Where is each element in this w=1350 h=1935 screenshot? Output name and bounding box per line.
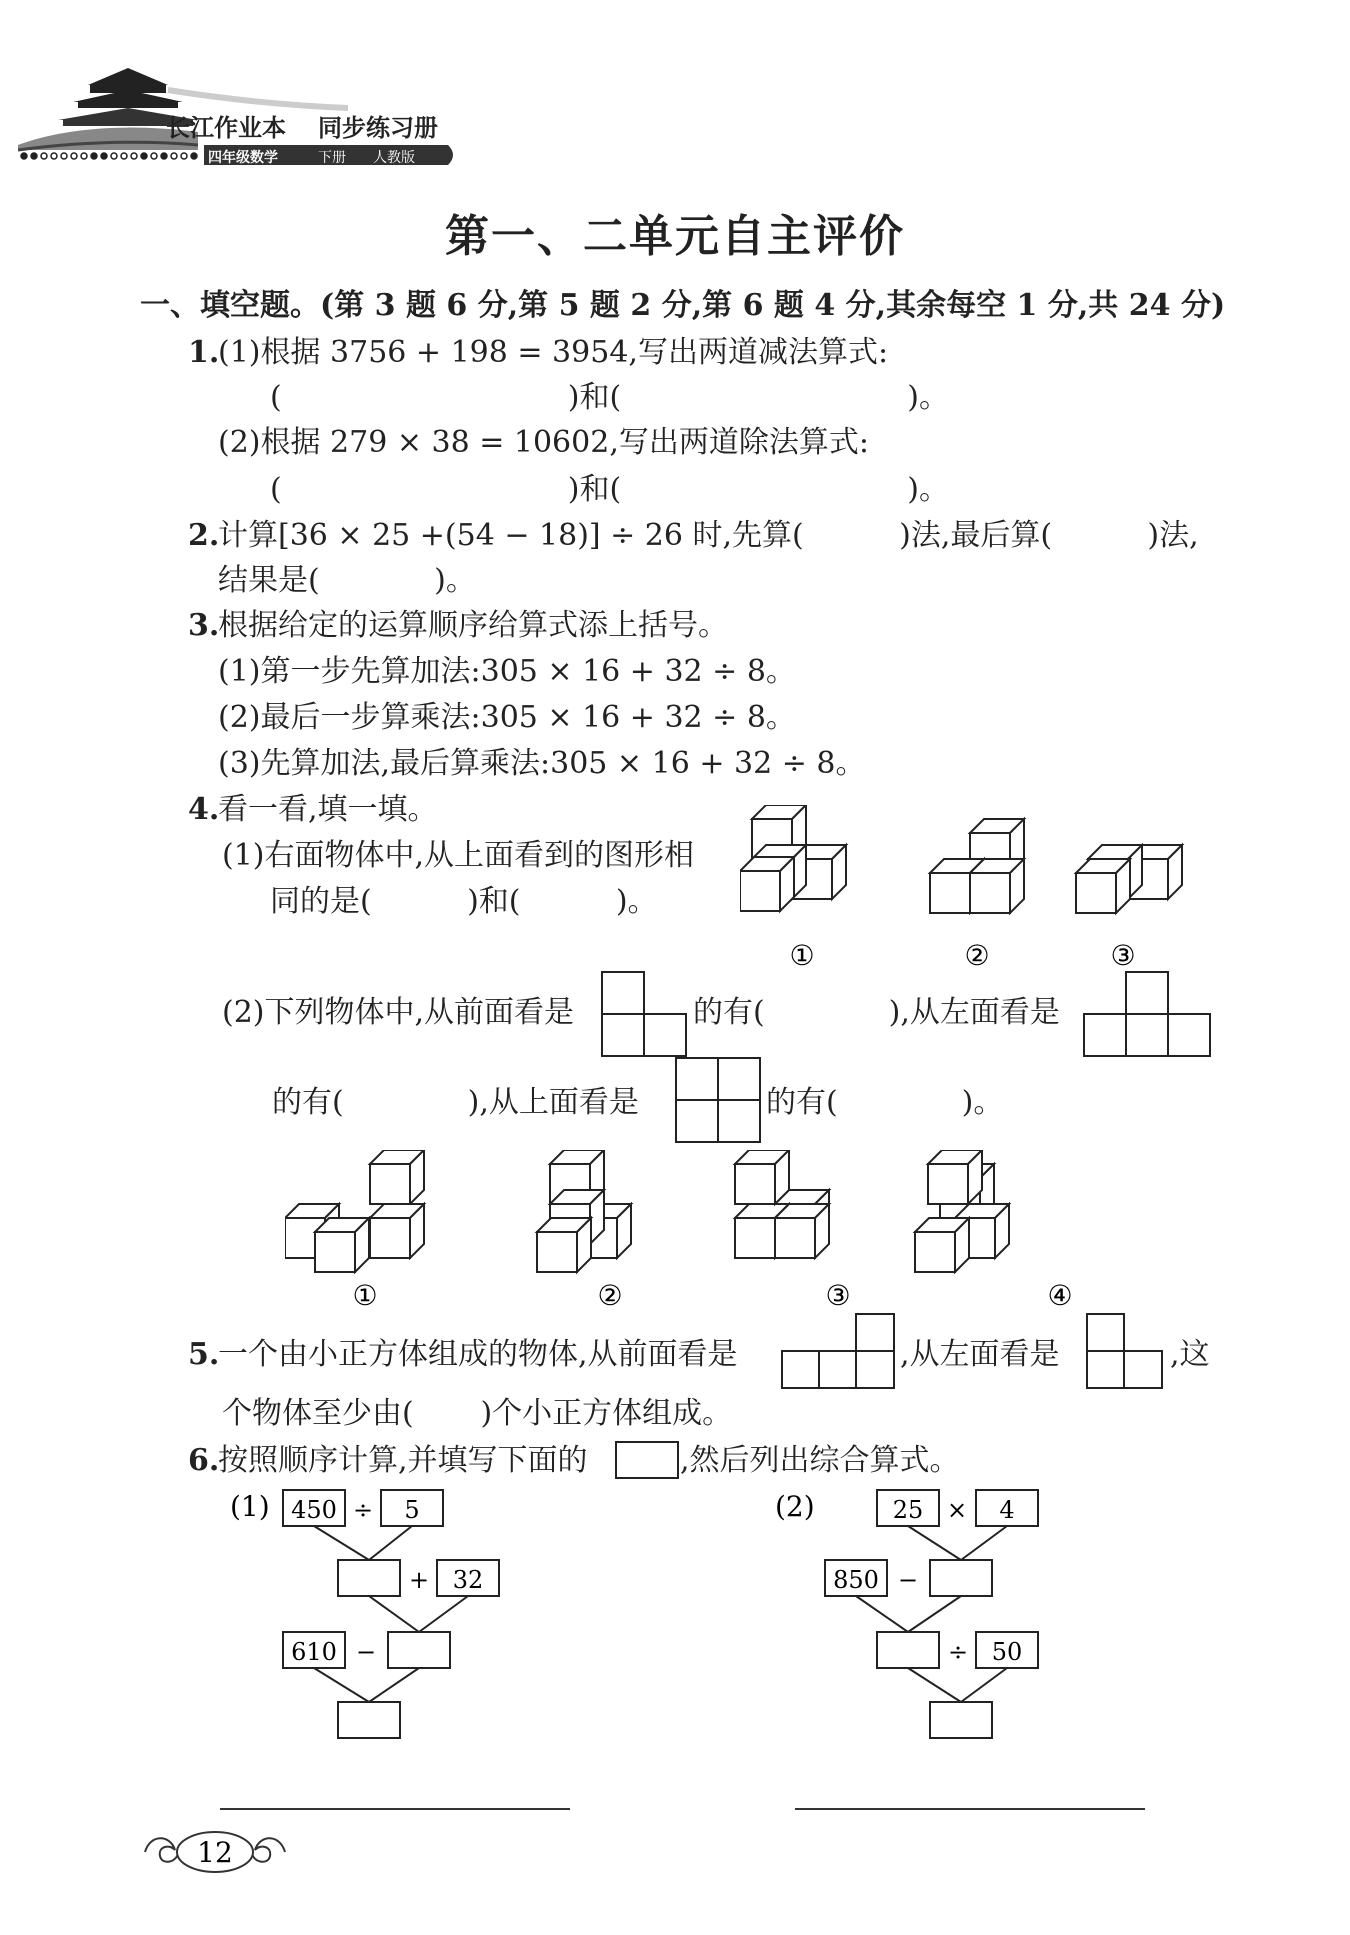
q6-tree2-box-r2 xyxy=(877,1632,939,1668)
svg-text:+: + xyxy=(408,1566,430,1594)
svg-text:×: × xyxy=(946,1496,968,1524)
page-title: 第一、二单元自主评价 xyxy=(445,211,905,262)
q3-stem: 根据给定的运算顺序给算式添上括号。 xyxy=(218,608,728,643)
q5-text-c: ,这 xyxy=(1170,1337,1210,1372)
svg-text:÷: ÷ xyxy=(947,1638,969,1666)
q4-top-label-2: ② xyxy=(964,939,990,972)
header-book: 同步练习册 xyxy=(318,114,438,142)
svg-text:25: 25 xyxy=(892,1496,924,1524)
q5-line2: 个物体至少由( )个小正方体组成。 xyxy=(222,1396,733,1431)
q5-front-view-icon xyxy=(780,1312,896,1390)
q5-text-b: ,从左面看是 xyxy=(900,1337,1060,1372)
q6-tree1-box-r1 xyxy=(338,1560,400,1596)
header-term: 下册 xyxy=(318,150,346,166)
q6-tree2-label: (2) xyxy=(775,1490,815,1523)
answer-line-2 xyxy=(795,1808,1145,1810)
q4-bottom-figures xyxy=(285,1150,1165,1310)
q6-tree1-label: (1) xyxy=(230,1490,270,1523)
q3-sub1: (1)第一步先算加法:305 × 16 + 32 ÷ 8。 xyxy=(218,654,796,689)
svg-text:450: 450 xyxy=(291,1496,337,1524)
q6-tree1-box-result xyxy=(338,1702,400,1738)
q4-part2-c: 的有( ),从上面看是 xyxy=(272,1085,639,1120)
q4-bottom-label-2: ② xyxy=(597,1279,623,1310)
q4-part2-d: 的有( )。 xyxy=(766,1085,1004,1120)
q4-bottom-label-1: ① xyxy=(352,1279,378,1310)
q4-part1-line1: (1)右面物体中,从上面看到的图形相 xyxy=(222,838,695,873)
q4-bottom-figure-2 xyxy=(537,1150,631,1272)
q6-tree1-box-r2 xyxy=(388,1632,450,1668)
svg-text:610: 610 xyxy=(291,1638,337,1666)
svg-text:−: − xyxy=(897,1566,919,1594)
q6-tree-1 xyxy=(225,1480,525,1740)
q4-part1-line2: 同的是( )和( )。 xyxy=(270,884,658,919)
q3-sub3: (3)先算加法,最后算乘法:305 × 16 + 32 ÷ 8。 xyxy=(218,746,866,781)
q6-tree2-box-r1 xyxy=(930,1560,992,1596)
q2-line2: 结果是( )。 xyxy=(218,563,476,598)
q1-answer-line-1: ( )和( )。 xyxy=(270,380,949,415)
q3-sub2: (2)最后一步算乘法:305 × 16 + 32 ÷ 8。 xyxy=(218,700,796,735)
page-header xyxy=(18,50,478,165)
q6-tree2-box-result xyxy=(930,1702,992,1738)
q4-bottom-label-4: ④ xyxy=(1047,1279,1073,1310)
left-view-icon xyxy=(1082,970,1212,1060)
q1-answer-line-2: ( )和( )。 xyxy=(270,472,949,507)
q4-part2-a: (2)下列物体中,从前面看是 xyxy=(222,995,575,1030)
header-series: 长江作业本 xyxy=(166,114,286,142)
svg-text:32: 32 xyxy=(452,1566,484,1594)
q4-part2-b: 的有( ),从左面看是 xyxy=(693,995,1060,1030)
top-view-icon xyxy=(674,1056,762,1144)
q6-stem-b: ,然后列出综合算式。 xyxy=(680,1443,960,1478)
header-grade-tag: 四年级数学 xyxy=(208,150,278,166)
svg-text:5: 5 xyxy=(404,1496,420,1524)
q1-part1: (1)根据 3756 + 198 = 3954,写出两道减法算式: xyxy=(218,335,889,370)
svg-text:−: − xyxy=(355,1638,377,1666)
front-view-icon xyxy=(600,970,688,1060)
q3-number: 3. xyxy=(188,608,220,643)
q4-top-figure-3 xyxy=(1076,845,1182,913)
header-edition: 人教版 xyxy=(373,150,415,166)
q4-number: 4. xyxy=(188,792,220,827)
q1-number: 1. xyxy=(188,335,220,370)
q4-bottom-figure-3 xyxy=(735,1150,829,1258)
q4-bottom-figure-1 xyxy=(285,1150,424,1272)
page-number: 12 xyxy=(197,1836,233,1869)
q6-number: 6. xyxy=(188,1443,220,1478)
svg-text:850: 850 xyxy=(833,1566,879,1594)
section-heading: 一、填空题。(第 3 题 6 分,第 5 题 2 分,第 6 题 4 分,其余每空 1 分,共 24 分) xyxy=(140,288,1226,323)
q4-bottom-figure-4 xyxy=(915,1150,1009,1272)
q4-top-figures xyxy=(740,805,1350,975)
page-number-ornament xyxy=(140,1822,290,1882)
q5-number: 5. xyxy=(188,1337,220,1372)
q1-part2: (2)根据 279 × 38 = 10602,写出两道除法算式: xyxy=(218,425,869,460)
q5-left-view-icon xyxy=(1085,1312,1165,1390)
q4-top-figure-1 xyxy=(740,805,846,911)
answer-line-1 xyxy=(220,1808,570,1810)
header-dot-row xyxy=(21,153,197,159)
q6-stem-a: 按照顺序计算,并填写下面的 xyxy=(218,1443,588,1478)
svg-text:÷: ÷ xyxy=(352,1496,374,1524)
q6-blank-box-icon xyxy=(615,1441,679,1479)
q4-top-label-1: ① xyxy=(789,939,815,972)
q2-line1: 计算[36 × 25 +(54 − 18)] ÷ 26 时,先算( )法,最后算( )法, xyxy=(218,518,1199,553)
q2-number: 2. xyxy=(188,518,220,553)
q4-top-figure-2 xyxy=(930,819,1024,913)
q5-text-a: 一个由小正方体组成的物体,从前面看是 xyxy=(218,1337,738,1372)
q4-bottom-label-3: ③ xyxy=(825,1279,851,1310)
svg-text:4: 4 xyxy=(999,1496,1015,1524)
q4-stem: 看一看,填一填。 xyxy=(218,792,438,827)
q4-top-label-3: ③ xyxy=(1110,939,1136,972)
q6-tree-2 xyxy=(770,1480,1070,1740)
svg-text:50: 50 xyxy=(991,1638,1023,1666)
